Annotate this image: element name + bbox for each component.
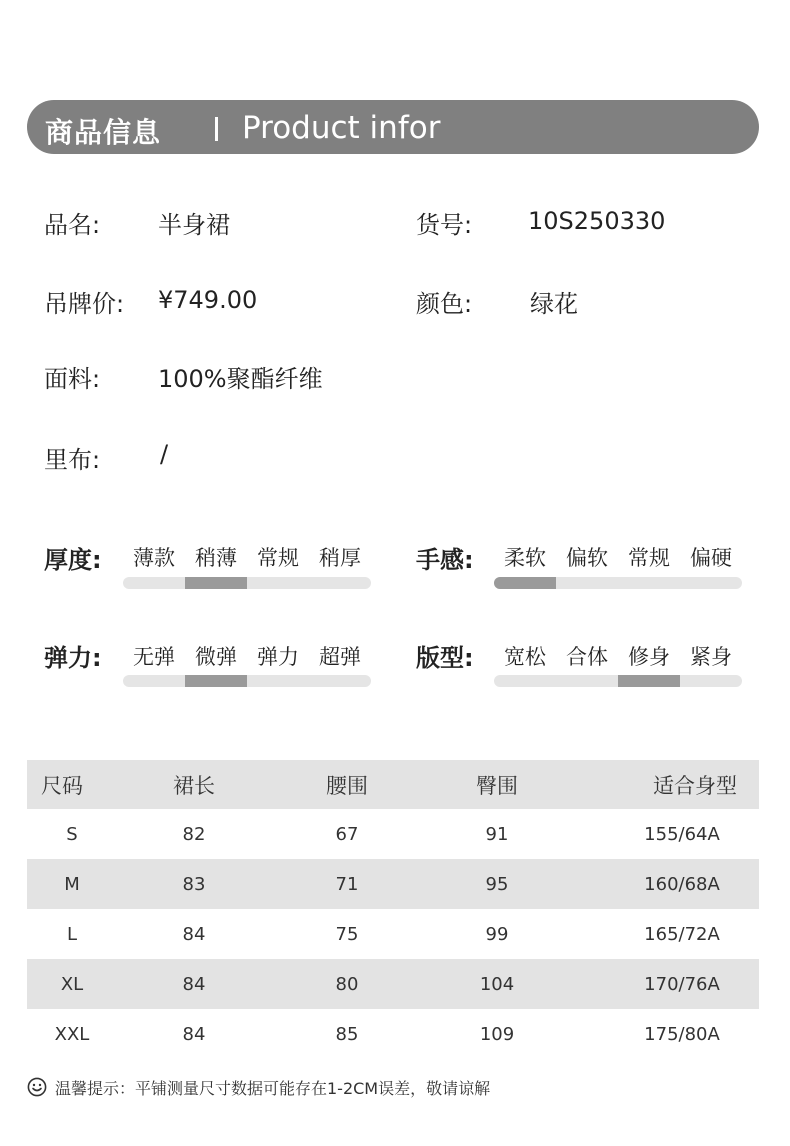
table-cell: 67 <box>335 823 359 845</box>
feature-option: 常规 <box>628 546 670 570</box>
table-cell: 84 <box>182 923 206 945</box>
table-cell: XL <box>27 959 117 1009</box>
sku-label: 货号: <box>416 211 473 239</box>
feature-option: 弹力 <box>257 645 299 669</box>
table-cell: 84 <box>117 959 271 1009</box>
feature-option: 合体 <box>566 645 608 669</box>
feature-option: 超弹 <box>319 645 361 669</box>
table-cell: 160/68A <box>571 859 759 909</box>
feature-title: 版型: <box>416 644 474 672</box>
table-header-row <box>27 760 759 809</box>
price-label: 吊牌价: <box>44 290 125 318</box>
smiley-icon <box>27 1077 47 1097</box>
feature-option: 紧身 <box>690 645 732 669</box>
feature-track <box>123 577 371 589</box>
feature-option: 稍薄 <box>195 546 237 570</box>
table-cell: S <box>66 823 78 845</box>
feature-option: 稍厚 <box>319 546 361 570</box>
section-header <box>27 100 759 154</box>
feature-option: 无弹 <box>133 645 175 669</box>
table-cell: 91 <box>485 823 509 845</box>
table-cell: 104 <box>423 959 571 1009</box>
feature-selected-indicator <box>185 675 247 687</box>
feature-option: 柔软 <box>504 546 546 570</box>
feature-option: 修身 <box>628 645 670 669</box>
table-row <box>27 809 759 859</box>
table-cell: M <box>27 859 117 909</box>
feature-track <box>494 675 742 687</box>
column-header-hip: 臀围 <box>423 760 571 809</box>
feature-title: 手感: <box>416 546 474 574</box>
feature-title: 厚度: <box>44 546 102 574</box>
feature-track <box>494 577 742 589</box>
feature-option: 偏硬 <box>690 546 732 570</box>
name-value: 半身裙 <box>158 211 230 239</box>
price-value: ¥749.00 <box>158 286 258 314</box>
table-cell: 170/76A <box>571 959 759 1009</box>
lining-value: / <box>160 440 169 468</box>
column-header-waist: 腰围 <box>271 760 423 809</box>
table-cell: 95 <box>423 859 571 909</box>
lining-label: 里布: <box>44 446 101 474</box>
table-cell: 84 <box>182 1023 206 1045</box>
feature-selected-indicator <box>185 577 247 589</box>
column-header-body-type: 适合身型 <box>571 760 759 809</box>
column-header-length: 裙长 <box>117 760 271 809</box>
feature-track <box>123 675 371 687</box>
name-label: 品名: <box>44 211 101 239</box>
feature-option: 偏软 <box>566 546 608 570</box>
feature-option: 常规 <box>257 546 299 570</box>
table-cell: 83 <box>117 859 271 909</box>
color-value: 绿花 <box>530 290 578 318</box>
feature-option: 宽松 <box>504 645 546 669</box>
feature-option: 薄款 <box>133 546 175 570</box>
feature-option: 微弹 <box>195 645 237 669</box>
table-cell: 99 <box>485 923 509 945</box>
fabric-label: 面料: <box>44 365 101 393</box>
column-header-size: 尺码 <box>27 760 117 809</box>
table-cell: 175/80A <box>644 1023 720 1045</box>
feature-selected-indicator <box>618 675 680 687</box>
table-cell: 71 <box>271 859 423 909</box>
sku-value: 10S250330 <box>528 207 666 235</box>
table-cell: 75 <box>335 923 359 945</box>
feature-title: 弹力: <box>44 644 102 672</box>
fabric-value: 100%聚酯纤维 <box>158 365 323 393</box>
table-row <box>27 959 759 1009</box>
table-cell: 165/72A <box>644 923 720 945</box>
header-title-en <box>215 110 440 146</box>
color-label: 颜色: <box>416 290 473 318</box>
table-cell: 109 <box>479 1023 515 1045</box>
table-cell: L <box>66 923 78 945</box>
feature-selected-indicator <box>494 577 556 589</box>
table-row <box>27 909 759 959</box>
header-title-cn: 商品信息 <box>45 116 162 149</box>
table-cell: 155/64A <box>644 823 720 845</box>
measurement-tip <box>27 1075 490 1099</box>
tip-text: 温馨提示：平铺测量尺寸数据可能存在1-2CM误差，敬请谅解 <box>55 1078 491 1098</box>
size-table <box>27 760 759 1059</box>
table-cell: 80 <box>271 959 423 1009</box>
table-cell: 82 <box>182 823 206 845</box>
table-row <box>27 1009 759 1059</box>
header-title-en-text: Product infor <box>242 110 441 146</box>
table-cell: 85 <box>335 1023 359 1045</box>
table-cell: XXL <box>54 1023 90 1045</box>
table-row <box>27 859 759 909</box>
